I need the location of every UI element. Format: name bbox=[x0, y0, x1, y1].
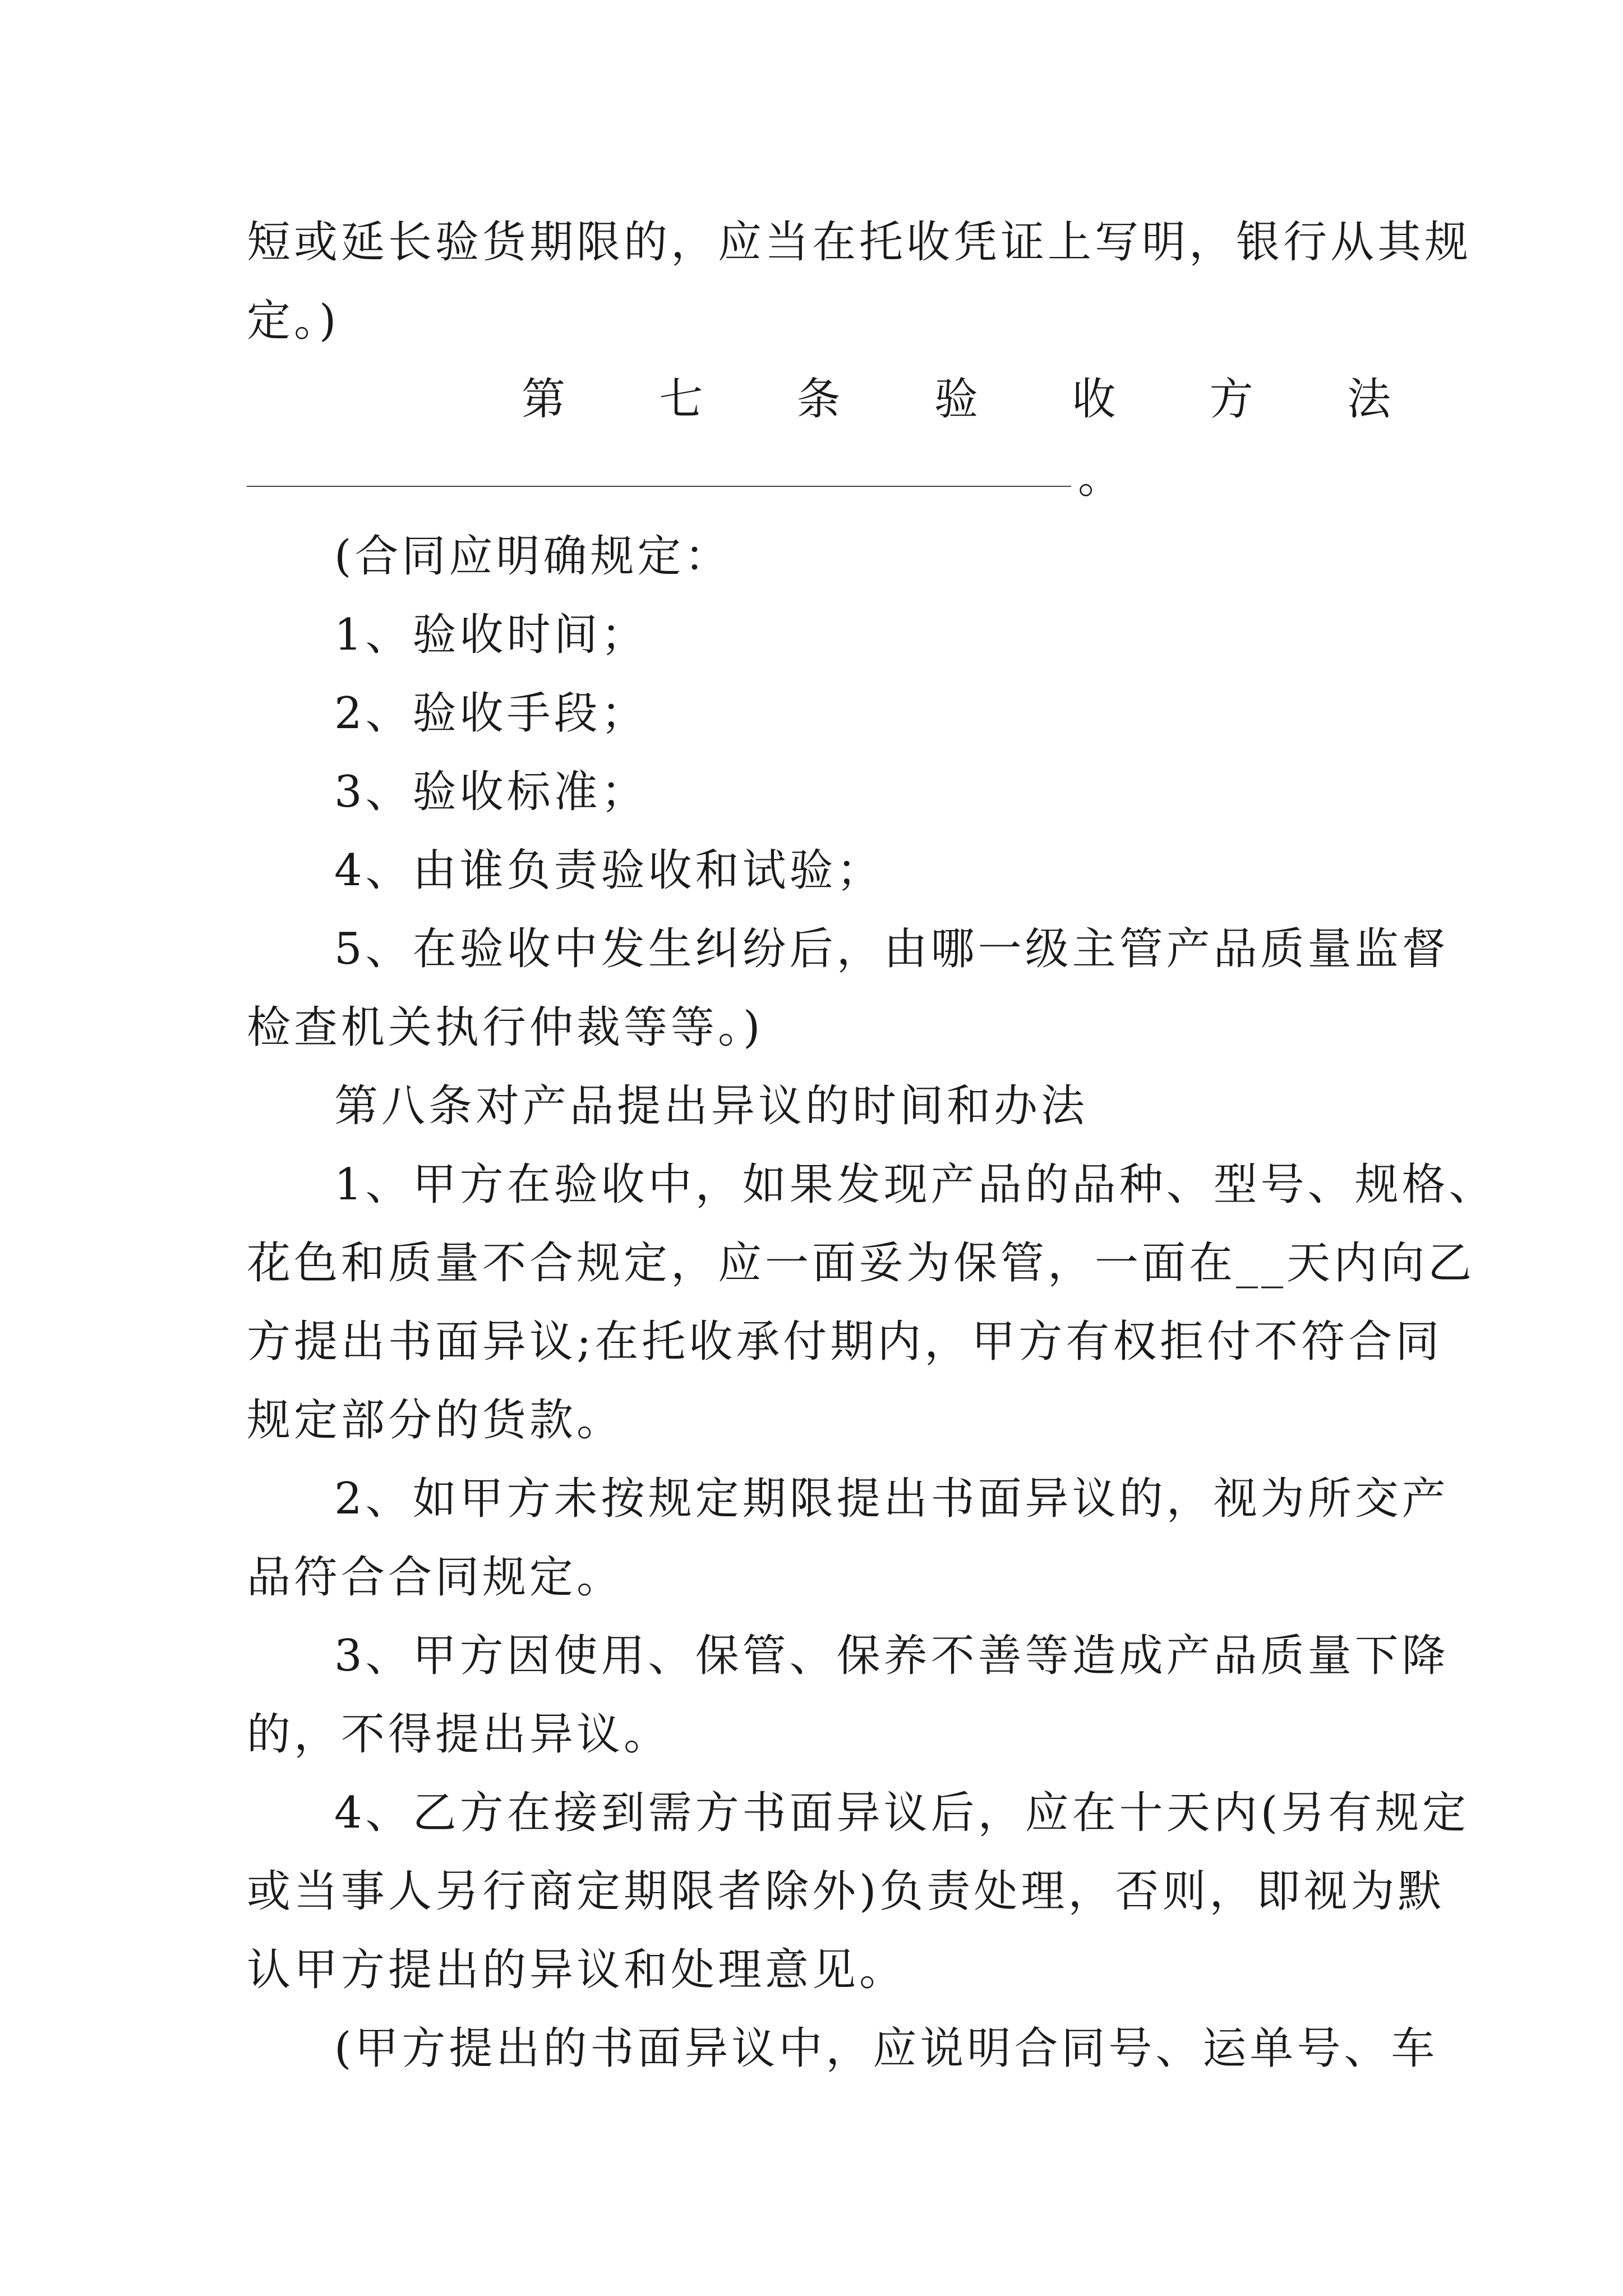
blank-underline bbox=[247, 486, 1071, 487]
list-item: 4、由谁负责验收和试验； bbox=[334, 845, 884, 896]
fill-in-blank-line bbox=[247, 439, 1391, 517]
text-line: (甲方提出的书面异议中，应说明合同号、运单号、车 bbox=[334, 2023, 1438, 2074]
text-line: 的，不得提出异议。 bbox=[247, 1709, 671, 1760]
list-item: 2、验收手段； bbox=[334, 688, 648, 739]
text-line: 检查机关执行仲裁等等。) bbox=[247, 1002, 764, 1053]
heading-char: 条 bbox=[796, 374, 841, 425]
article-7-heading bbox=[522, 360, 1391, 439]
text-line: 短或延长验货期限的，应当在托收凭证上写明，银行从其规 bbox=[247, 217, 1472, 268]
text-line: 或当事人另行商定期限者除外)负责处理，否则，即视为默 bbox=[247, 1866, 1445, 1917]
text-line: 花色和质量不合规定，应一面妥为保管，一面在__天内向乙 bbox=[247, 1238, 1476, 1289]
heading-char: 收 bbox=[1072, 374, 1116, 425]
text-line: 1、甲方在验收中，如果发现产品的品种、型号、规格、 bbox=[334, 1159, 1496, 1210]
heading-char: 第 bbox=[522, 374, 566, 425]
text-line: 规定部分的货款。 bbox=[247, 1395, 624, 1446]
heading-char: 方 bbox=[1209, 374, 1253, 425]
text-line: 品符合合同规定。 bbox=[247, 1552, 624, 1603]
text-line: 认甲方提出的异议和处理意见。 bbox=[247, 1945, 907, 1995]
text-line: 3、甲方因使用、保管、保养不善等造成产品质量下降 bbox=[334, 1631, 1449, 1681]
heading-char: 验 bbox=[934, 374, 978, 425]
heading-char: 七 bbox=[659, 374, 703, 425]
article-8-heading: 第八条对产品提出异议的时间和办法 bbox=[334, 1081, 1089, 1131]
text-line: 方提出书面异议;在托收承付期内，甲方有权拒付不符合同 bbox=[247, 1317, 1443, 1367]
blank-end-mark: 。 bbox=[1078, 453, 1126, 503]
heading-char: 法 bbox=[1347, 374, 1391, 425]
list-item: 3、验收标准； bbox=[334, 767, 648, 817]
list-item: 1、验收时间； bbox=[334, 610, 648, 660]
text-line: 2、如甲方未按规定期限提出书面异议的，视为所交产 bbox=[334, 1474, 1449, 1524]
text-line: (合同应明确规定： bbox=[334, 531, 732, 582]
text-line: 定。) bbox=[247, 296, 340, 346]
list-item: 5、在验收中发生纠纷后，由哪一级主管产品质量监督 bbox=[334, 924, 1449, 974]
text-line: 4、乙方在接到需方书面异议后，应在十天内(另有规定 bbox=[334, 1788, 1470, 1838]
